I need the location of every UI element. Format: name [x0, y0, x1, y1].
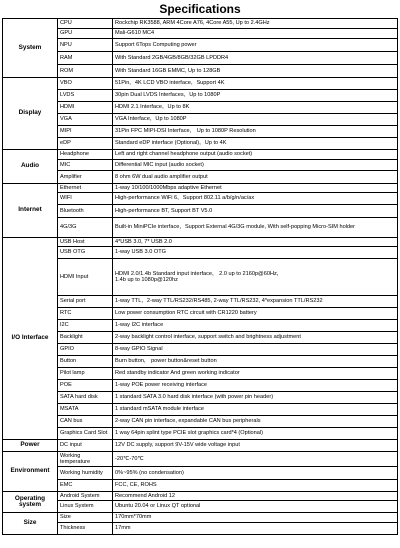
item-value: 170mm*70mm — [113, 513, 398, 523]
table-row — [3, 247, 398, 259]
item-label: Pilot lamp — [58, 368, 113, 380]
spec-table — [2, 18, 398, 535]
table-row — [3, 344, 398, 356]
item-label: ROM — [58, 65, 113, 78]
table-row — [3, 492, 398, 501]
item-value: Left and right channel headphone output (audio socket) — [113, 150, 398, 160]
item-value: 2-way CAN pin interface, expandable CAN bus peripherals — [113, 416, 398, 428]
table-row — [3, 356, 398, 368]
item-label: VBO — [58, 78, 113, 90]
category-audio: Audio — [3, 150, 58, 184]
item-label: DC input — [58, 440, 113, 452]
table-row — [3, 52, 398, 65]
item-value: 4*USB 3.0, 7* USB 2.0 — [113, 238, 398, 247]
item-label: NPU — [58, 39, 113, 52]
table-row — [3, 184, 398, 193]
table-row — [3, 65, 398, 78]
table-row — [3, 29, 398, 39]
item-value: 30pin Dual LVDS Interfaces，Up to 1080P — [113, 90, 398, 102]
item-label: Thickness — [58, 523, 113, 535]
category-size: Size — [3, 513, 58, 535]
item-value: 1-way POE power receiving interface — [113, 380, 398, 392]
item-label: POE — [58, 380, 113, 392]
table-row — [3, 513, 398, 523]
item-label: HDMI — [58, 102, 113, 114]
item-label: GPIO — [58, 344, 113, 356]
item-value: High-performance BT, Support BT V5.0 — [113, 205, 398, 218]
table-row — [3, 416, 398, 428]
item-value: 17mm — [113, 523, 398, 535]
item-value: Low power consumption RTC circuit with CR1220 battery — [113, 308, 398, 320]
item-value: Rockchip RK3588, ARM 4Core A76, 4Core A55, Up to 2.4GHz — [113, 19, 398, 29]
item-value: With Standard 2GB/4GB/8GB/32GB LPDDR4 — [113, 52, 398, 65]
item-value: With Standard 16GB EMMC, Up to 128GB — [113, 65, 398, 78]
item-value: Red standby indicator And green working indicator — [113, 368, 398, 380]
item-label: MIC — [58, 160, 113, 171]
item-value: VGA Interface，Up to 1080P — [113, 114, 398, 126]
table-row — [3, 193, 398, 205]
item-label: RTC — [58, 308, 113, 320]
item-value: Standard eDP interface (Optional)，Up to 4K — [113, 138, 398, 150]
table-row — [3, 126, 398, 138]
item-label: 4G/3G — [58, 218, 113, 238]
category-display: Display — [3, 78, 58, 150]
item-label: SATA hard disk — [58, 392, 113, 404]
item-value: -20℃-70℃ — [113, 452, 398, 467]
table-row — [3, 332, 398, 344]
item-label: Android System — [58, 492, 113, 501]
category-internet: Internet — [3, 184, 58, 238]
table-row — [3, 452, 398, 467]
item-value: 51Pin，4K LCD VBO interface，Support 4K — [113, 78, 398, 90]
category-environment: Environment — [3, 452, 58, 492]
table-row — [3, 205, 398, 218]
item-value: Mali-G610 MC4 — [113, 29, 398, 39]
table-row — [3, 150, 398, 160]
item-label: VGA — [58, 114, 113, 126]
item-value: 1-way USB 3.0 OTG — [113, 247, 398, 259]
item-label: HDMI Input — [58, 259, 113, 296]
table-row — [3, 160, 398, 171]
item-label: Bluetooth — [58, 205, 113, 218]
table-row — [3, 428, 398, 440]
item-value: 1-way TTL，2-way TTL/RS232/RS485, 2-way TTL/RS232, 4*expansion TTL/RS232 — [113, 296, 398, 308]
table-row — [3, 404, 398, 416]
item-value: 1-way I2C interface — [113, 320, 398, 332]
table-row — [3, 440, 398, 452]
table-row — [3, 480, 398, 492]
item-value: Recommend Android 12 — [113, 492, 398, 501]
item-label: RAM — [58, 52, 113, 65]
table-row — [3, 308, 398, 320]
item-value: Ubuntu 20.04 or Linux QT optional — [113, 501, 398, 513]
category-io: I/O Interface — [3, 238, 58, 440]
item-value: HDMI 2.1 Interface，Up to 8K — [113, 102, 398, 114]
table-row — [3, 523, 398, 535]
item-label: I2C — [58, 320, 113, 332]
item-label: Amplifier — [58, 171, 113, 184]
item-label: Linux System — [58, 501, 113, 513]
table-row — [3, 19, 398, 29]
item-label: MSATA — [58, 404, 113, 416]
item-value: 1 way 64pin splint type PCIE slot graphics card*4 (Optional) — [113, 428, 398, 440]
item-label: EMC — [58, 480, 113, 492]
table-row — [3, 296, 398, 308]
table-row — [3, 238, 398, 247]
item-value: 12V DC supply, support 9V-15V wide voltage input — [113, 440, 398, 452]
table-row — [3, 320, 398, 332]
table-row — [3, 368, 398, 380]
table-row — [3, 501, 398, 513]
table-row — [3, 218, 398, 238]
item-label: USB Host — [58, 238, 113, 247]
item-label: Working temperature — [58, 452, 113, 467]
table-row — [3, 171, 398, 184]
item-label: Ethernet — [58, 184, 113, 193]
table-row — [3, 102, 398, 114]
table-row — [3, 78, 398, 90]
item-value: Differential MIC input (audio socket) — [113, 160, 398, 171]
item-value: Support 6Tops Computing power — [113, 39, 398, 52]
table-row — [3, 39, 398, 52]
item-label: CAN bus — [58, 416, 113, 428]
item-label: GPU — [58, 29, 113, 39]
table-row — [3, 380, 398, 392]
item-value: Built-in MiniPCIe interface，Support External 4G/3G module, With self-popping Micro-SIM holder — [113, 218, 398, 238]
item-label: Size — [58, 513, 113, 523]
item-value: 31Pin FPC MIPI-DSI Interface， Up to 1080P Resolution — [113, 126, 398, 138]
table-row — [3, 259, 398, 296]
item-value: 2-way backlight control interface, support switch and brightness adjustment — [113, 332, 398, 344]
item-label: Backlight — [58, 332, 113, 344]
item-label: Working humidity — [58, 467, 113, 480]
page-title: Specifications — [159, 2, 241, 16]
item-label: CPU — [58, 19, 113, 29]
item-value: 1 standard SATA 3.0 hard disk interface (with power pin header) — [113, 392, 398, 404]
item-value: 1-way 10/100/1000Mbps adaptive Ethernet — [113, 184, 398, 193]
item-label: Button — [58, 356, 113, 368]
item-label: Serial port — [58, 296, 113, 308]
category-power: Power — [3, 440, 58, 452]
table-row — [3, 467, 398, 480]
item-value: 8-way GPIO Signal — [113, 344, 398, 356]
item-label: Graphics Card Slot — [58, 428, 113, 440]
item-value: HDMI 2.0/1.4b Standard input interface， 2.0 up to 2160p@60Hz， 1.4b up to 1080p@120hz — [113, 259, 398, 296]
item-value: High-performance WiFi 6，Support 802.11 a/b/g/n/ac/ax — [113, 193, 398, 205]
category-os: Operating system — [3, 492, 58, 513]
item-label: USB OTG — [58, 247, 113, 259]
item-label: Headphone — [58, 150, 113, 160]
item-label: eDP — [58, 138, 113, 150]
table-row — [3, 392, 398, 404]
table-row — [3, 138, 398, 150]
item-value: FCC, CE, ROHS — [113, 480, 398, 492]
item-label: LVDS — [58, 90, 113, 102]
item-value: 0%~95% (no condensation) — [113, 467, 398, 480]
category-system: System — [3, 19, 58, 78]
item-value: 1 standard mSATA module interface — [113, 404, 398, 416]
table-row — [3, 114, 398, 126]
item-value: Burn button， power button&reset button — [113, 356, 398, 368]
table-row — [3, 90, 398, 102]
item-label: MIPI — [58, 126, 113, 138]
item-value: 8 ohm 6W dual audio amplifier output — [113, 171, 398, 184]
item-label: WIFI — [58, 193, 113, 205]
